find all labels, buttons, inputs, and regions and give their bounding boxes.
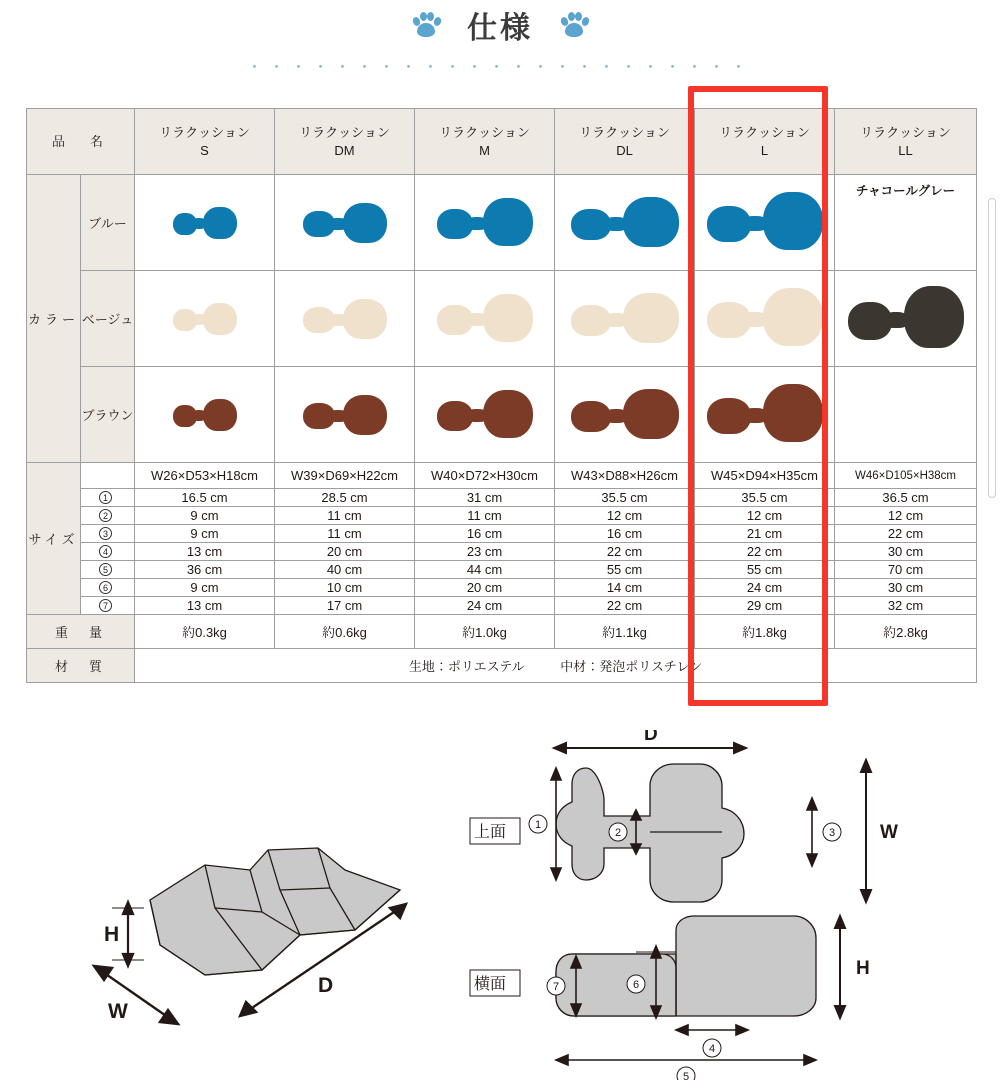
dimension-l: W45×D94×H35cm <box>695 463 835 489</box>
size-4-s: 13 cm <box>135 543 275 561</box>
top-view-label: 上面 <box>474 824 507 841</box>
cushion-charcoal-note-cell <box>835 175 977 271</box>
col-ll-line2: LL <box>898 142 913 158</box>
cushion-charcoal-ll <box>835 271 977 367</box>
row-label-size: サイズ <box>27 463 81 615</box>
size-7-ll: 32 cm <box>835 597 977 615</box>
header-col-l <box>695 109 835 175</box>
size-7-dm: 17 cm <box>275 597 415 615</box>
circle-number-7: 7 <box>99 599 112 612</box>
size-5-s: 36 cm <box>135 561 275 579</box>
header-col-ll <box>835 109 977 175</box>
size-3-dm: 11 cm <box>275 525 415 543</box>
size-6-s: 9 cm <box>135 579 275 597</box>
size-3-l: 21 cm <box>695 525 835 543</box>
top-callout-3 <box>807 798 817 866</box>
col-l-line1: リラクッション <box>719 124 810 140</box>
row-label-brown: ブラウン <box>81 367 135 463</box>
top-label-w: W <box>880 822 898 843</box>
size-7-m: 24 cm <box>415 597 555 615</box>
charcoal-grey-label: チャコールグレー <box>855 184 956 198</box>
iso-label-h: H <box>104 923 120 946</box>
weight-l: 約1.8kg <box>695 615 835 649</box>
table-row-dimension-headers <box>27 463 977 489</box>
size-4-ll: 30 cm <box>835 543 977 561</box>
dot-divider: ・・・・・・・・・・・・・・・・・・・・・・・ <box>246 59 753 76</box>
iso-label-d: D <box>318 974 334 997</box>
size-7-s: 13 cm <box>135 597 275 615</box>
row-label-material: 材 質 <box>27 649 135 683</box>
cushion-blue-dl <box>555 175 695 271</box>
cushion-blue-l <box>695 175 835 271</box>
cushion-beige-dm <box>275 271 415 367</box>
size-index-2 <box>81 507 135 525</box>
size-7-dl: 22 cm <box>555 597 695 615</box>
size-1-s: 16.5 cm <box>135 489 275 507</box>
size-1-m: 31 cm <box>415 489 555 507</box>
cushion-beige-dl <box>555 271 695 367</box>
material-outer: 生地：ポリエステル <box>408 659 525 674</box>
iso-dim-w <box>94 966 178 1024</box>
col-m-line1: リラクッション <box>439 124 530 140</box>
size-5-dl: 55 cm <box>555 561 695 579</box>
size-1-dl: 35.5 cm <box>555 489 695 507</box>
col-s-line1: リラクッション <box>159 124 250 140</box>
col-l-line2: L <box>760 142 769 158</box>
size-2-s: 9 cm <box>135 507 275 525</box>
size-4-l: 22 cm <box>695 543 835 561</box>
dimension-s: W26×D53×H18cm <box>135 463 275 489</box>
header-col-dm <box>275 109 415 175</box>
size-2-ll: 12 cm <box>835 507 977 525</box>
dimension-index-header <box>81 463 135 489</box>
size-4-dl: 22 cm <box>555 543 695 561</box>
size-index-6 <box>81 579 135 597</box>
weight-m: 約1.0kg <box>415 615 555 649</box>
cushion-brown-dl <box>555 367 695 463</box>
cushion-beige-l <box>695 271 835 367</box>
size-1-l: 35.5 cm <box>695 489 835 507</box>
cushion-beige-s <box>135 271 275 367</box>
diagram-area <box>0 730 1000 1080</box>
side-callout-5-label: 5 <box>683 1071 690 1080</box>
col-s-line2: S <box>200 142 209 158</box>
page-title: 仕様 <box>467 12 533 45</box>
top-label-d: D <box>644 730 658 745</box>
weight-dl: 約1.1kg <box>555 615 695 649</box>
paw-icon <box>559 11 589 39</box>
cushion-blue-m <box>415 175 555 271</box>
circle-number-6: 6 <box>99 581 112 594</box>
cushion-blue-s <box>135 175 275 271</box>
size-3-ll: 22 cm <box>835 525 977 543</box>
col-dm-line1: リラクッション <box>299 124 390 140</box>
table-row-size-5 <box>27 561 977 579</box>
size-6-dm: 10 cm <box>275 579 415 597</box>
table-row-color-blue <box>27 175 977 271</box>
top-dim-w <box>861 760 871 902</box>
material-inner: 中材：発泡ポリスチレン <box>560 659 703 674</box>
size-index-5 <box>81 561 135 579</box>
table-row-size-2 <box>27 507 977 525</box>
top-callout-1-label: 1 <box>535 819 542 831</box>
table-row-material <box>27 649 977 683</box>
size-2-dl: 12 cm <box>555 507 695 525</box>
table-row-size-3 <box>27 525 977 543</box>
side-dim-h <box>835 916 845 1018</box>
side-view-shape <box>556 916 816 1016</box>
size-5-l: 55 cm <box>695 561 835 579</box>
table-row-size-1 <box>27 489 977 507</box>
row-label-weight: 重 量 <box>27 615 135 649</box>
table-row-size-4 <box>27 543 977 561</box>
size-5-ll: 70 cm <box>835 561 977 579</box>
size-index-3 <box>81 525 135 543</box>
row-label-beige: ベージュ <box>81 271 135 367</box>
cushion-blue-dm <box>275 175 415 271</box>
col-ll-line1: リラクッション <box>860 124 951 140</box>
circle-number-1: 1 <box>99 491 112 504</box>
col-dm-line2: DM <box>334 142 355 158</box>
cushion-brown-s <box>135 367 275 463</box>
side-callout-5 <box>556 1055 816 1065</box>
side-view-label: 横面 <box>474 976 507 993</box>
size-6-l: 24 cm <box>695 579 835 597</box>
page-scrollbar[interactable] <box>988 198 996 498</box>
cushion-brown-dm <box>275 367 415 463</box>
side-callout-6-label: 6 <box>633 979 640 991</box>
circle-number-2: 2 <box>99 509 112 522</box>
isometric-view <box>150 848 400 975</box>
top-callout-3-label: 3 <box>829 827 836 839</box>
paw-icon <box>411 11 441 39</box>
page-title-row <box>0 0 1000 50</box>
table-header-row <box>27 109 977 175</box>
size-6-ll: 30 cm <box>835 579 977 597</box>
dimension-dm: W39×D69×H22cm <box>275 463 415 489</box>
header-product-name: 品 名 <box>27 109 135 175</box>
weight-ll: 約2.8kg <box>835 615 977 649</box>
table-row-size-6 <box>27 579 977 597</box>
table-row-color-brown <box>27 367 977 463</box>
size-index-1 <box>81 489 135 507</box>
table-row-color-beige <box>27 271 977 367</box>
size-5-dm: 40 cm <box>275 561 415 579</box>
header-col-m <box>415 109 555 175</box>
dimension-dl: W43×D88×H26cm <box>555 463 695 489</box>
col-dl-line2: DL <box>616 142 633 158</box>
row-label-blue: ブルー <box>81 175 135 271</box>
side-callout-7-label: 7 <box>553 981 560 993</box>
size-6-m: 20 cm <box>415 579 555 597</box>
dimension-ll: W46×D105×H38cm <box>835 463 977 489</box>
header-col-s <box>135 109 275 175</box>
dimension-diagrams-svg <box>0 730 1000 1080</box>
circle-number-5: 5 <box>99 563 112 576</box>
table-row-weight <box>27 615 977 649</box>
material-value <box>135 649 977 683</box>
spec-table-wrapper <box>26 108 976 683</box>
size-3-m: 16 cm <box>415 525 555 543</box>
size-5-m: 44 cm <box>415 561 555 579</box>
table-row-size-7 <box>27 597 977 615</box>
size-index-7 <box>81 597 135 615</box>
circle-number-4: 4 <box>99 545 112 558</box>
size-index-4 <box>81 543 135 561</box>
col-m-line2: M <box>479 142 490 158</box>
circle-number-3: 3 <box>99 527 112 540</box>
weight-s: 約0.3kg <box>135 615 275 649</box>
size-3-dl: 16 cm <box>555 525 695 543</box>
col-dl-line1: リラクッション <box>579 124 670 140</box>
size-2-m: 11 cm <box>415 507 555 525</box>
size-2-dm: 11 cm <box>275 507 415 525</box>
size-4-dm: 20 cm <box>275 543 415 561</box>
cushion-beige-m <box>415 271 555 367</box>
top-callout-2-label: 2 <box>615 827 622 839</box>
cushion-brown-l <box>695 367 835 463</box>
spec-table <box>26 108 977 683</box>
size-2-l: 12 cm <box>695 507 835 525</box>
size-3-s: 9 cm <box>135 525 275 543</box>
weight-dm: 約0.6kg <box>275 615 415 649</box>
size-4-m: 23 cm <box>415 543 555 561</box>
dimension-m: W40×D72×H30cm <box>415 463 555 489</box>
cushion-empty-ll <box>835 367 977 463</box>
side-label-h: H <box>856 958 870 979</box>
size-1-dm: 28.5 cm <box>275 489 415 507</box>
side-callout-4 <box>676 1025 748 1035</box>
header-col-dl <box>555 109 695 175</box>
side-callout-4-label: 4 <box>709 1043 716 1055</box>
size-6-dl: 14 cm <box>555 579 695 597</box>
row-label-color: カラー <box>27 175 81 463</box>
cushion-brown-m <box>415 367 555 463</box>
size-1-ll: 36.5 cm <box>835 489 977 507</box>
size-7-l: 29 cm <box>695 597 835 615</box>
top-view-shape <box>556 764 744 902</box>
iso-label-w: W <box>108 1000 128 1023</box>
